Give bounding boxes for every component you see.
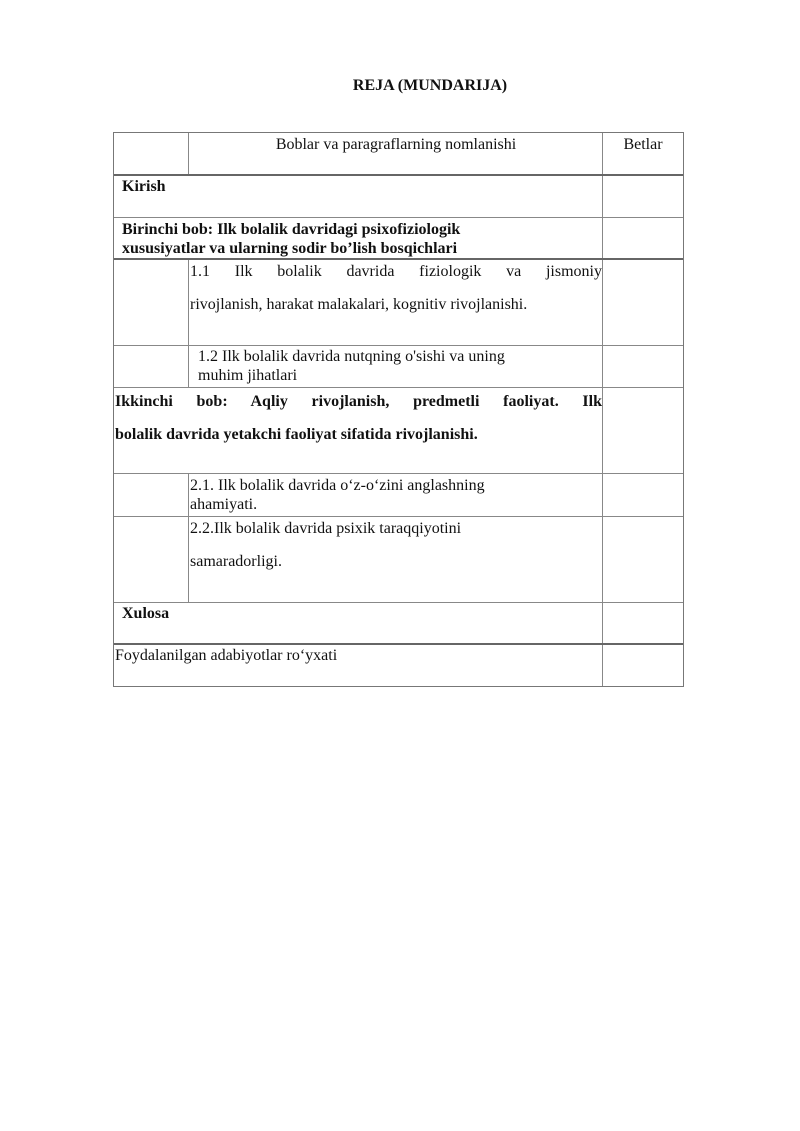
chapter-2-line-2: bolalik davrida yetakchi faoliyat sifatida rivojlanishi. — [115, 426, 478, 443]
header-title-cell — [189, 133, 603, 174]
section-2-1-cell — [189, 474, 603, 516]
chapter-1-pages-cell — [603, 218, 683, 258]
references-label: Foydalanilgan adabiyotlar ro‘yxati — [115, 647, 338, 664]
table-row-section-2-2 — [114, 517, 683, 603]
table-row-chapter-1 — [114, 218, 683, 260]
chapter-1-cell — [114, 218, 603, 258]
xulosa-cell — [114, 603, 603, 643]
references-cell — [114, 645, 603, 686]
section-2-1-blank-cell — [114, 474, 189, 516]
kirish-cell — [114, 176, 603, 217]
section-1-1-line-1: 1.1 Ilk bolalik davrida fiziologik va jismoniy — [190, 263, 602, 280]
section-1-2-line-1: 1.2 Ilk bolalik davrida nutqning o'sishi va uning — [198, 348, 505, 365]
section-1-1-cell — [189, 260, 603, 345]
kirish-pages-cell — [603, 176, 683, 217]
chapter-2-line-1: Ikkinchi bob: Aqliy rivojlanish, predmetli faoliyat. Ilk — [115, 393, 602, 410]
section-2-2-cell — [189, 517, 603, 602]
section-1-1-pages-cell — [603, 260, 683, 345]
section-2-1-line-1: 2.1. Ilk bolalik davrida o‘z-o‘zini anglashning — [190, 477, 485, 494]
header-pages-cell — [603, 133, 683, 174]
section-2-2-blank-cell — [114, 517, 189, 602]
section-1-2-cell — [189, 346, 603, 387]
table-row-section-1-2 — [114, 346, 683, 388]
header-blank-cell — [114, 133, 189, 174]
section-2-1-line-2: ahamiyati. — [190, 496, 258, 513]
section-2-2-pages-cell — [603, 517, 683, 602]
section-2-2-line-1: 2.2.Ilk bolalik davrida psixik taraqqiyotini — [190, 520, 462, 537]
header-title-label: Boblar va paragraflarning nomlanishi — [275, 136, 517, 153]
table-row-chapter-2 — [114, 388, 683, 474]
xulosa-label: Xulosa — [122, 605, 170, 622]
header-pages-label: Betlar — [623, 136, 663, 153]
section-1-1-line-2: rivojlanish, harakat malakalari, kognitiv rivojlanishi. — [190, 296, 528, 313]
section-1-2-blank-cell — [114, 346, 189, 387]
table-row-xulosa — [114, 603, 683, 645]
section-2-2-line-2: samaradorligi. — [190, 553, 282, 570]
table-row-kirish — [114, 176, 683, 218]
table-row-section-2-1 — [114, 474, 683, 517]
section-1-2-pages-cell — [603, 346, 683, 387]
chapter-2-pages-cell — [603, 388, 683, 473]
section-1-1-blank-cell — [114, 260, 189, 345]
chapter-1-line-2: xususiyatlar va ularning sodir bo’lish bosqichlari — [122, 240, 458, 257]
contents-table — [113, 132, 684, 687]
table-row-section-1-1 — [114, 260, 683, 346]
table-header-row — [114, 133, 683, 176]
chapter-1-line-1: Birinchi bob: Ilk bolalik davridagi psixofiziologik — [122, 221, 461, 238]
references-pages-cell — [603, 645, 683, 686]
kirish-label: Kirish — [122, 178, 166, 195]
chapter-2-cell — [114, 388, 603, 473]
page-title: REJA (MUNDARIJA) — [352, 77, 508, 94]
xulosa-pages-cell — [603, 603, 683, 643]
section-2-1-pages-cell — [603, 474, 683, 516]
section-1-2-line-2: muhim jihatlari — [198, 367, 298, 384]
table-row-references — [114, 645, 683, 686]
